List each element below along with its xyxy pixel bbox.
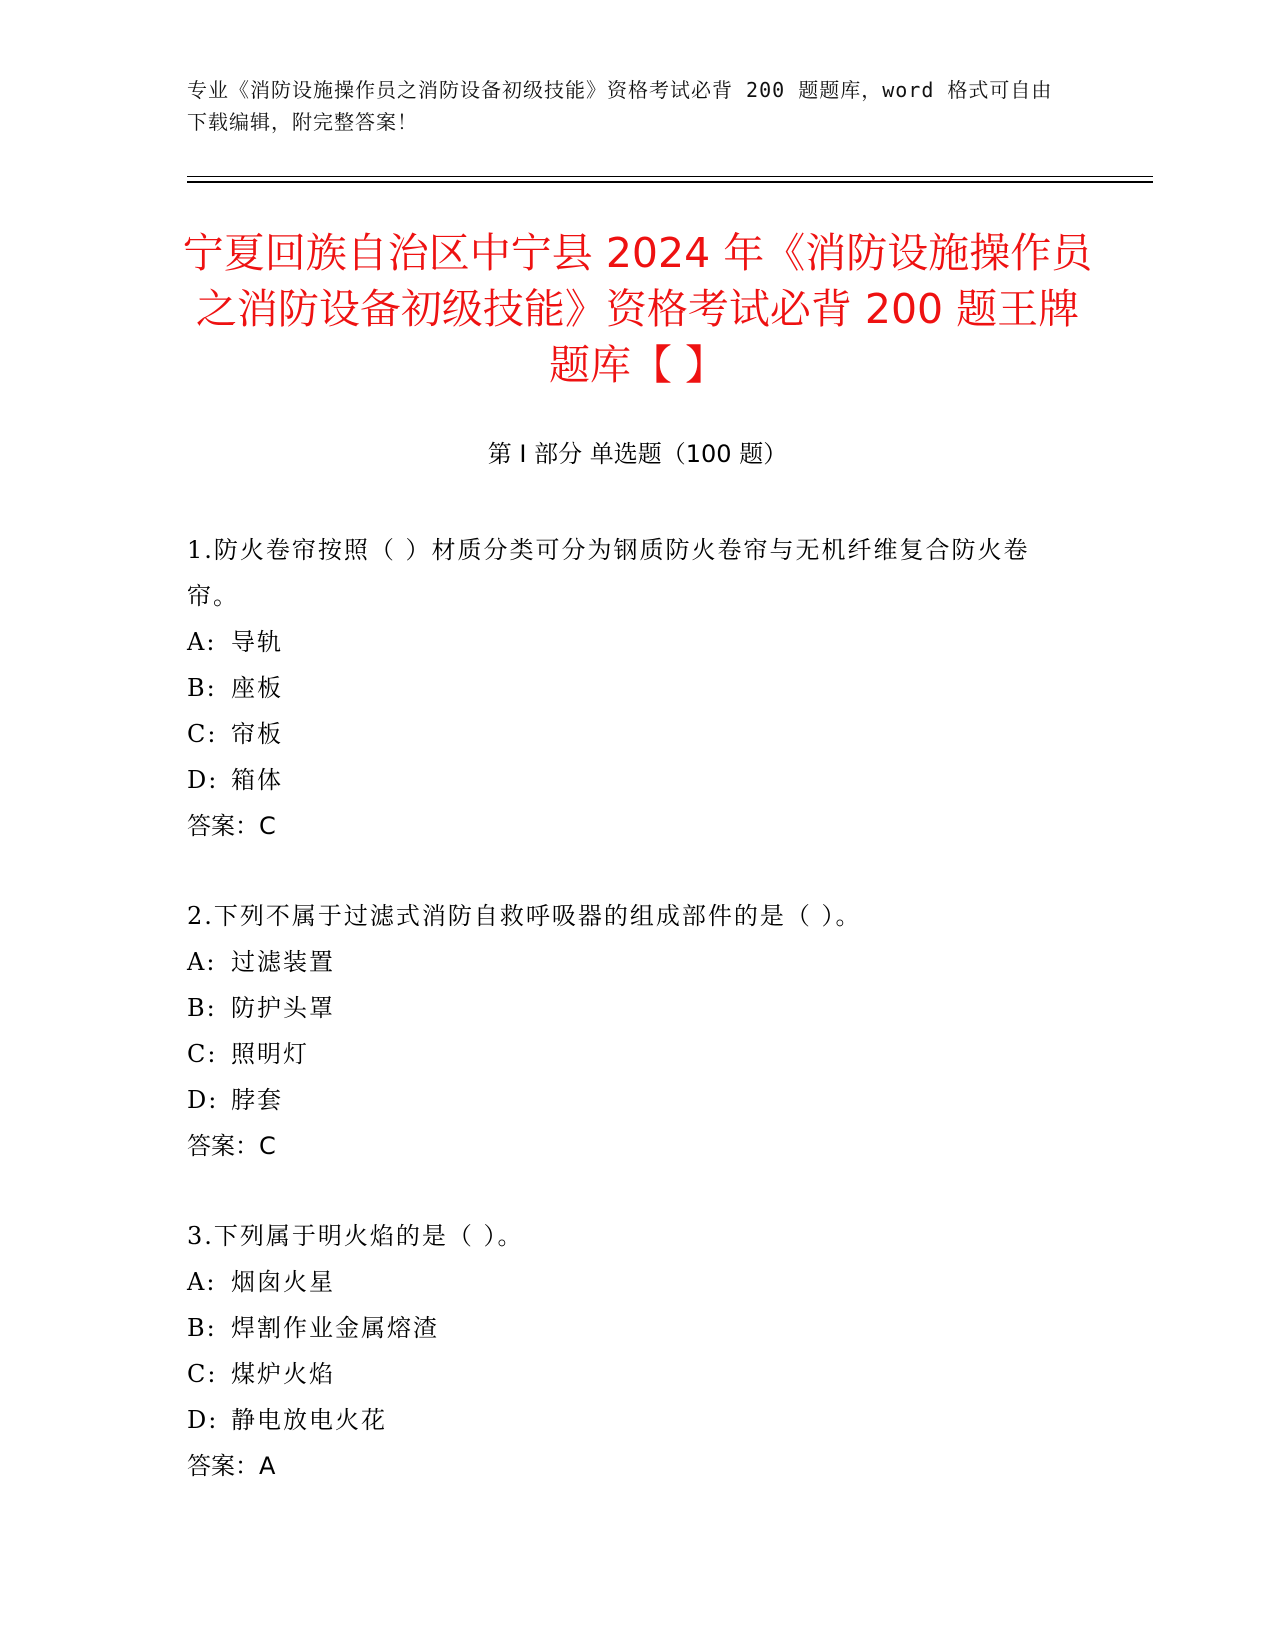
option-d xyxy=(187,757,1067,803)
header-divider-thin xyxy=(187,176,1153,177)
question-stem: 2.下列不属于过滤式消防自救呼吸器的组成部件的是（ ）。 xyxy=(187,902,862,930)
option-text: 箱体 xyxy=(231,766,283,794)
question-stem: 1.防火卷帘按照（ ）材质分类可分为钢质防火卷帘与无机纤维复合防火卷帘。 xyxy=(187,536,1030,610)
option-text: 煤炉火焰 xyxy=(231,1360,335,1388)
option-text: 帘板 xyxy=(231,720,283,748)
option-text: 照明灯 xyxy=(231,1040,309,1068)
option-key: C: xyxy=(187,1040,218,1068)
question-item xyxy=(187,527,1067,849)
option-key: B: xyxy=(187,674,217,702)
answer-line: 答案：C xyxy=(187,1132,276,1160)
option-text: 烟囱火星 xyxy=(231,1268,335,1296)
option-b xyxy=(187,1305,1067,1351)
option-text: 静电放电火花 xyxy=(231,1406,387,1434)
option-d xyxy=(187,1397,1067,1443)
question-item xyxy=(187,893,1067,1169)
option-text: 焊割作业金属熔渣 xyxy=(231,1314,439,1342)
option-a xyxy=(187,619,1067,665)
option-text: 过滤装置 xyxy=(231,948,335,976)
header-note: 专业《消防设施操作员之消防设备初级技能》资格考试必背 200 题题库，word 格式可自由下载编辑，附完整答案！ xyxy=(187,78,1053,134)
document-title: 宁夏回族自治区中宁县 2024 年《消防设施操作员之消防设备初级技能》资格考试必背 200 题王牌题库【 】 xyxy=(182,229,1093,389)
option-text: 导轨 xyxy=(231,628,283,656)
option-b xyxy=(187,985,1067,1031)
question-item xyxy=(187,1213,1067,1489)
option-key: D: xyxy=(187,1086,219,1114)
option-a xyxy=(187,939,1067,985)
header-divider-thick xyxy=(187,181,1153,183)
option-key: B: xyxy=(187,1314,217,1342)
answer-line: 答案：C xyxy=(187,812,276,840)
option-c xyxy=(187,1031,1067,1077)
option-text: 座板 xyxy=(231,674,283,702)
option-key: A: xyxy=(187,948,217,976)
question-stem: 3.下列属于明火焰的是（ ）。 xyxy=(187,1222,524,1250)
option-key: D: xyxy=(187,1406,219,1434)
answer-line: 答案：A xyxy=(187,1452,276,1480)
option-d xyxy=(187,1077,1067,1123)
option-text: 脖套 xyxy=(231,1086,283,1114)
option-key: D: xyxy=(187,766,219,794)
option-c xyxy=(187,711,1067,757)
option-key: A: xyxy=(187,628,217,656)
option-key: C: xyxy=(187,720,218,748)
option-key: C: xyxy=(187,1360,218,1388)
section-heading: 第 I 部分 单选题（100 题） xyxy=(487,440,788,468)
option-c xyxy=(187,1351,1067,1397)
option-key: A: xyxy=(187,1268,217,1296)
option-text: 防护头罩 xyxy=(231,994,335,1022)
option-a xyxy=(187,1259,1067,1305)
option-b xyxy=(187,665,1067,711)
option-key: B: xyxy=(187,994,217,1022)
question-list xyxy=(187,527,1067,1533)
